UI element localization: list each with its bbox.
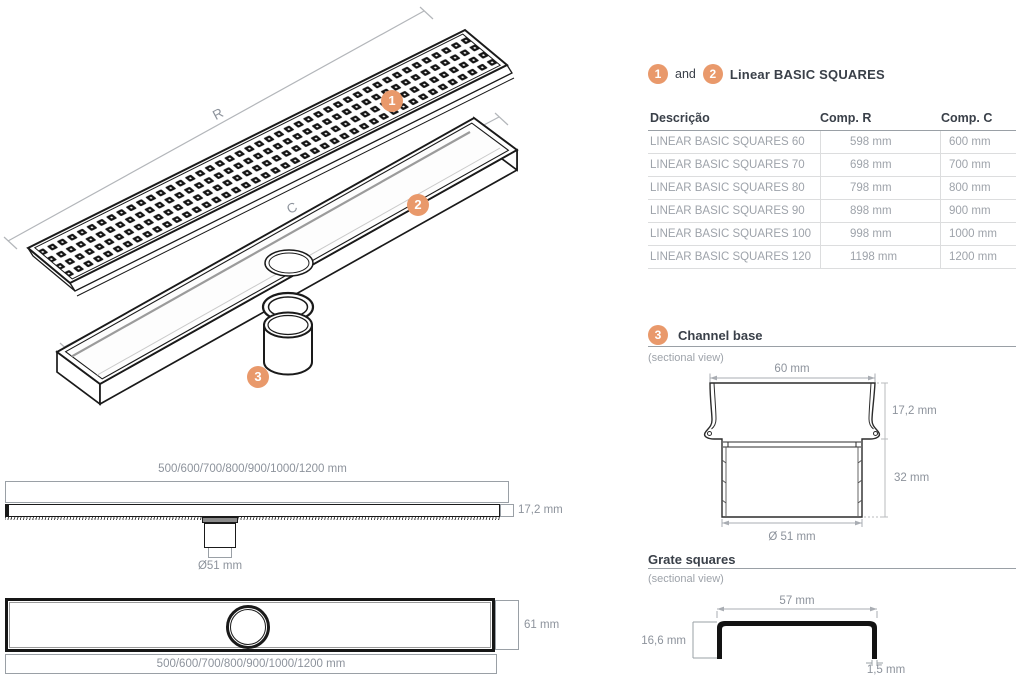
dim-57mm-label: 57 mm	[779, 595, 815, 607]
dim-16-6mm-lines	[693, 622, 717, 658]
channel-base-subtitle: (sectional view)	[648, 352, 724, 364]
dim-60mm-label: 60 mm	[774, 363, 810, 375]
dim-label-c: C	[284, 199, 300, 217]
side-view-hatch	[5, 517, 500, 520]
table-row: LINEAR BASIC SQUARES 80 798 mm 800 mm	[648, 177, 1016, 200]
table-row: LINEAR BASIC SQUARES 70 698 mm 700 mm	[648, 154, 1016, 177]
side-view-outlet-label: Ø51 mm	[197, 560, 243, 572]
plan-view-outlet-inner-ring	[230, 609, 266, 645]
plan-view-length-label: 500/600/700/800/900/1000/1200 mm	[156, 658, 346, 670]
table-row: LINEAR BASIC SQUARES 60 598 mm 600 mm	[648, 131, 1016, 154]
dim-17-2mm-label: 17,2 mm	[892, 405, 937, 417]
table-row: LINEAR BASIC SQUARES 120 1198 mm 1200 mm	[648, 246, 1016, 269]
channel-base-title: Channel base	[678, 328, 763, 343]
channel-base-cylinder-drawing	[264, 313, 312, 375]
header-badge-2: 2	[703, 64, 723, 84]
dim-diam51-label: Ø 51 mm	[768, 531, 816, 543]
header-and-text: and	[675, 67, 696, 81]
col-header-comp-c: Comp. C	[941, 111, 993, 125]
exploded-view-drawing	[0, 0, 545, 415]
table-row: LINEAR BASIC SQUARES 100 998 mm 1000 mm	[648, 223, 1016, 246]
side-view-extent-box	[5, 481, 509, 503]
grate-squares-title: Grate squares	[648, 552, 736, 567]
callout-badge-base: 3	[247, 366, 269, 388]
spec-table	[648, 104, 1016, 269]
channel-base-rule	[648, 346, 1016, 347]
dim-16-6mm-label: 16,6 mm	[641, 635, 686, 647]
channel-base-badge: 3	[648, 325, 668, 345]
plan-view-width-bracket	[495, 600, 519, 650]
callout-badge-grate: 1	[381, 90, 403, 112]
side-view-height-label: 17,2 mm	[518, 504, 563, 516]
plan-view-length-box	[5, 654, 497, 674]
channel-outlet-hole	[265, 250, 313, 276]
grate-squares-sectional-drawing	[600, 590, 1021, 681]
callout-badge-channel: 2	[407, 194, 429, 216]
dim-32mm-label: 32 mm	[894, 472, 930, 484]
plan-view-width-label: 61 mm	[524, 619, 560, 631]
dim-57mm-lines	[717, 609, 877, 618]
spec-table-header-row	[648, 104, 1016, 131]
side-view-outlet-body	[204, 523, 236, 548]
grate-squares-rule	[648, 568, 1016, 569]
dim-label-r: R	[210, 105, 226, 123]
table-row: LINEAR BASIC SQUARES 90 898 mm 900 mm	[648, 200, 1016, 223]
dim-1-5mm-label: 1,5 mm	[866, 664, 906, 676]
product-title: Linear BASIC SQUARES	[729, 66, 885, 82]
grate-profile	[717, 621, 877, 659]
channel-base-sectional-drawing	[648, 362, 1021, 547]
grate-squares-subtitle: (sectional view)	[648, 573, 724, 585]
product-header	[648, 64, 885, 84]
side-view-height-bracket	[500, 504, 514, 517]
col-header-descricao: Descrição	[650, 111, 710, 125]
side-view-outlet-bracket	[208, 548, 232, 558]
channel-base-profile	[705, 383, 880, 517]
side-view-length-label: 500/600/700/800/900/1000/1200 mm	[158, 463, 347, 475]
side-view-profile	[5, 504, 500, 517]
col-header-comp-r: Comp. R	[820, 111, 872, 125]
header-badge-1: 1	[648, 64, 668, 84]
dim-51mm-lines	[722, 519, 862, 527]
